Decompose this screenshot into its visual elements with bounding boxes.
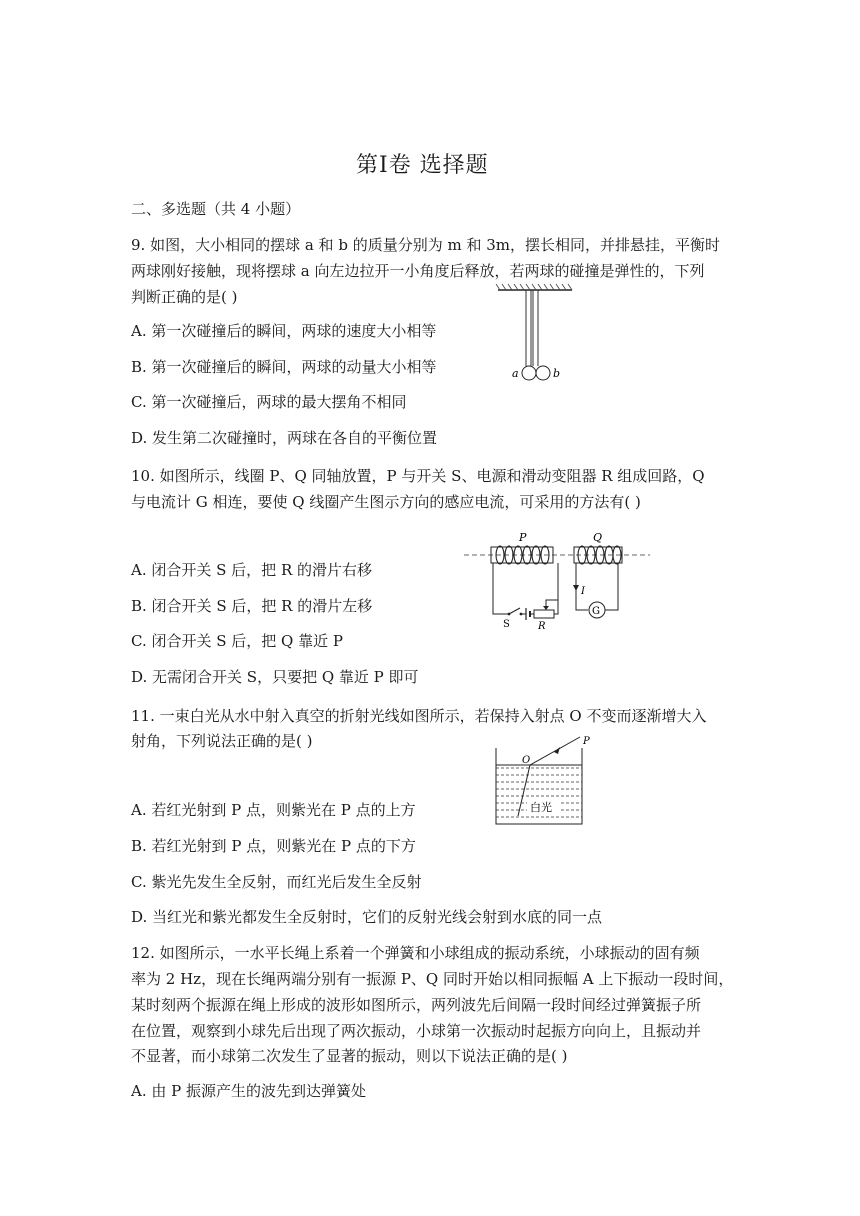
- q9-option-d: D. 发生第二次碰撞时，两球在各自的平衡位置: [131, 429, 438, 447]
- q9-stem-line-3: 判断正确的是( ): [131, 288, 238, 306]
- q9-option-a: A. 第一次碰撞后的瞬间，两球的速度大小相等: [131, 322, 437, 340]
- q12-stem-line-1: 12. 如图所示，一水平长绳上系着一个弹簧和小球组成的振动系统，小球振动的固有频: [131, 944, 700, 962]
- galvanometer-g-label: G: [592, 606, 600, 617]
- q11-option-d: D. 当红光和紫光都发生全反射时，它们的反射光线会射到水底的同一点: [131, 908, 603, 926]
- q10-stem-line-1: 10. 如图所示，线圈 P、Q 同轴放置，P 与开关 S、电源和滑动变阻器 R 组成回路，Q: [131, 467, 705, 485]
- pendulum-figure: [490, 282, 580, 387]
- q9-stem-line-2: 两球刚好接触，现将摆球 a 向左边拉开一小角度后释放，若两球的碰撞是弹性的，下列: [131, 262, 705, 280]
- q11-stem-line-2: 射角，下列说法正确的是( ): [131, 732, 313, 750]
- ball-b-label: b: [553, 367, 561, 380]
- coil-q-label: Q: [593, 531, 603, 544]
- current-i-label: I: [581, 586, 585, 597]
- q11-option-a: A. 若红光射到 P 点，则紫光在 P 点的上方: [131, 801, 416, 819]
- white-light-label: 白光: [530, 801, 552, 814]
- coil-circuit-figure: [460, 528, 655, 633]
- q10-option-a: A. 闭合开关 S 后，把 R 的滑片右移: [131, 561, 373, 579]
- q12-stem-line-4: 在位置，观察到小球先后出现了两次振动，小球第一次振动时起振方向向上，且振动并: [131, 1022, 702, 1040]
- q12-option-a: A. 由 P 振源产生的波先到达弹簧处: [131, 1082, 366, 1100]
- q9-option-b: B. 第一次碰撞后的瞬间，两球的动量大小相等: [131, 358, 437, 376]
- section-heading: 二、多选题（共 4 小题）: [131, 200, 301, 218]
- q9-stem-line-1: 9. 如图，大小相同的摆球 a 和 b 的质量分别为 m 和 3m，摆长相同，并排悬挂，平衡时: [131, 236, 720, 254]
- q10-stem-line-2: 与电流计 G 相连，要使 Q 线圈产生图示方向的感应电流，可采用的方法有( ): [131, 493, 641, 511]
- q12-stem-line-5: 不显著，而小球第二次发生了显著的振动，则以下说法正确的是( ): [131, 1047, 568, 1065]
- rheostat-r-label: R: [538, 621, 546, 632]
- q9-option-c: C. 第一次碰撞后，两球的最大摆角不相同: [131, 393, 407, 411]
- switch-s-label: S: [503, 619, 510, 630]
- q11-stem-line-1: 11. 一束白光从水中射入真空的折射光线如图所示，若保持入射点 O 不变而逐渐增大入: [131, 707, 707, 725]
- q10-option-b: B. 闭合开关 S 后，把 R 的滑片左移: [131, 597, 373, 615]
- q11-option-b: B. 若红光射到 P 点，则紫光在 P 点的下方: [131, 837, 416, 855]
- ball-a-label: a: [512, 367, 519, 380]
- page-title: 第Ⅰ卷 选择题: [356, 153, 489, 178]
- refraction-figure: [492, 728, 597, 828]
- point-p-label: P: [583, 736, 590, 747]
- q11-option-c: C. 紫光先发生全反射，而红光后发生全反射: [131, 873, 422, 891]
- q12-stem-line-3: 某时刻两个振源在绳上形成的波形如图所示，两列波先后间隔一段时间经过弹簧振子所: [131, 996, 702, 1014]
- q12-stem-line-2: 率为 2 Hz，现在长绳两端分别有一振源 P、Q 同时开始以相同振幅 A 上下振动一段时间，: [131, 970, 734, 988]
- coil-p-label: P: [519, 531, 527, 544]
- point-o-label: O: [522, 755, 531, 766]
- q10-option-c: C. 闭合开关 S 后，把 Q 靠近 P: [131, 632, 343, 650]
- q10-option-d: D. 无需闭合开关 S，只要把 Q 靠近 P 即可: [131, 668, 419, 686]
